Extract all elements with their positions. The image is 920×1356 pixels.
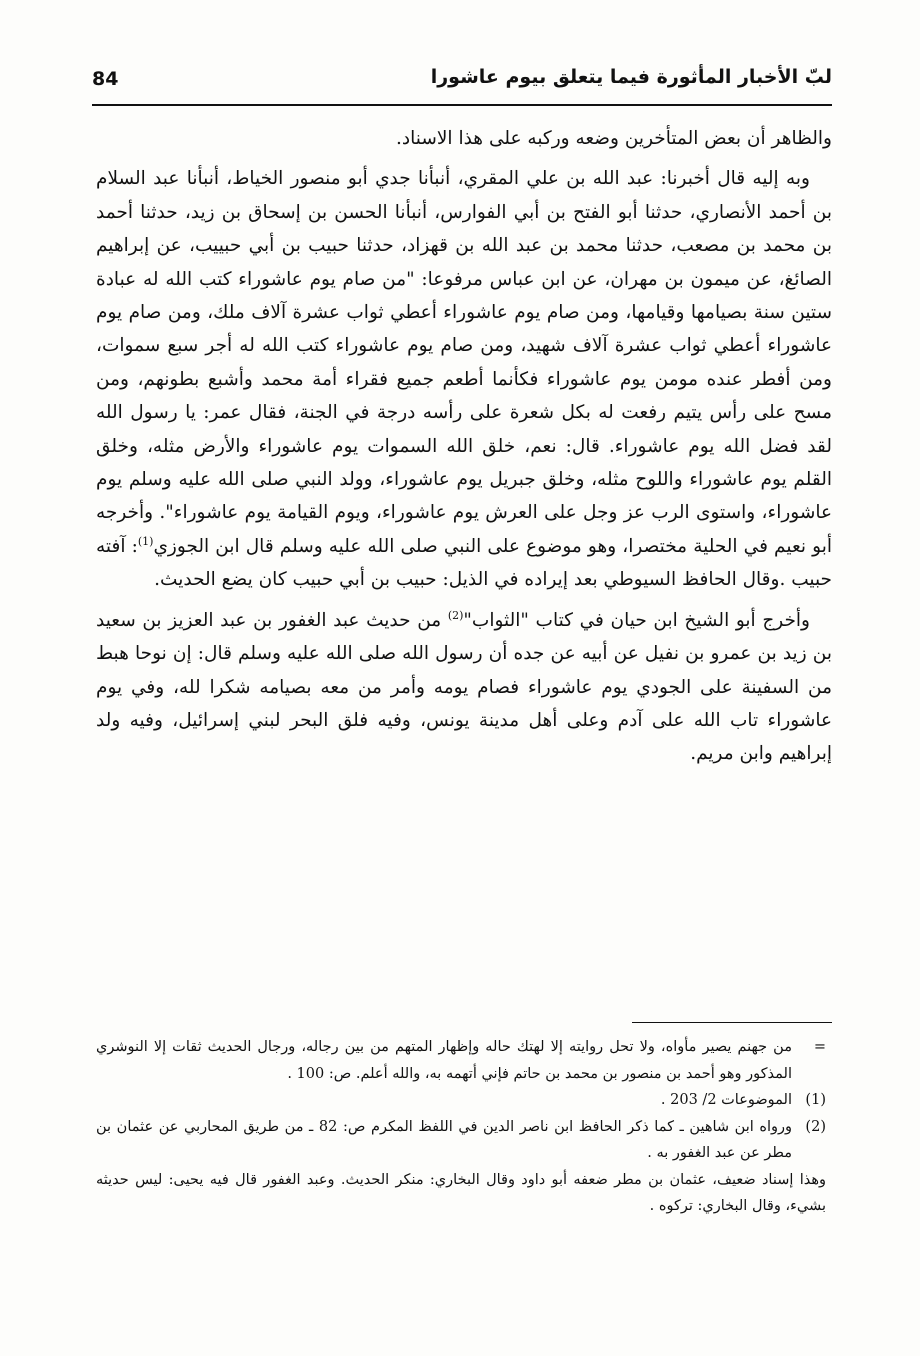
paragraph-3-tail: من حديث عبد الغفور بن عبد العزيز بن سعيد بن زيد بن عمرو بن نفيل عن أبيه عن جده أن رسول الله صلى الله عليه وسلم قال: إن نوحا هبط من السفينة على الجودي يوم عاشوراء فصام يومه وأمر من معه بصيامه شكرا لله، وفي يوم عاشوراء تاب الله على آدم وعلى أهل مدينة يونس، وفيه فلق البحر لبني إسرائيل، وفيه ولد إبراهيم وابن مريم. <box>96 609 832 765</box>
footnote-1 <box>96 1087 826 1114</box>
paragraph-2-tail: : آفته حبيب .وقال الحافظ السيوطي بعد إيراده في الذيل: حبيب بن أبي حبيب كان يضع الحديث. <box>96 535 832 591</box>
footnote-1-text: الموضوعات 2/ 203 . <box>660 1092 792 1108</box>
footnote-2-text: ورواه ابن شاهين ـ كما ذكر الحافظ ابن ناصر الدين في اللفظ المكرم ص: 82 ـ من طريق المحاربي عن عثمان بن مطر عن عبد الغفور به . <box>96 1118 792 1161</box>
page-header <box>92 58 832 106</box>
running-title: لبّ الأخبار المأثورة فيما يتعلق بيوم عاشورا <box>430 66 832 88</box>
paragraph-2-text: وبه إليه قال أخبرنا: عبد الله بن علي المقري، أنبأنا جدي أبو منصور الخياط، أنبأنا عبد السلام بن أحمد الأنصاري، حدثنا أبو الفتح بن أبي الفوارس، أنبأنا الحسن بن إسحاق بن زيد، حدثنا أحمد بن محمد بن مصعب، حدثنا محمد بن عبد الله بن قهزاد، حدثنا حبيب بن أبي حبييب، عن إبراهيم الصائغ، عن ميمون بن مهران، عن ابن عباس مرفوعا: "من صام يوم عاشوراء كتب الله له عبادة ستين سنة بصيامها وقيامها، ومن صام يوم عاشوراء أعطي ثواب عشرة آلاف ملك، ومن صام يوم عاشوراء أعطي ثواب عشرة آلاف شهيد، ومن صام يوم عاشوراء كتب الله له أجر سبع سموات، ومن أفطر عنده مومن يوم عاشوراء فكأنما أطعم جميع فقراء أمة محمد وأشبع بطونهم، ومن مسح على رأس يتيم رفعت له بكل شعرة على رأسه درجة في الجنة، فقال عمر: يا رسول الله لقد فضل الله يوم عاشوراء. قال: نعم، خلق الله السموات يوم عاشوراء والأرض مثله، وخلق القلم يوم عاشوراء واللوح مثله، وخلق جبريل يوم عاشوراء، وولد النبي صلى الله عليه وسلم يوم عاشوراء، واستوى الرب عز وجل على العرش يوم عاشوراء، ويوم القيامة يوم عاشوراء". وأخرجه أبو نعيم في الحلية مختصرا، وهو موضوع على النبي صلى الله عليه وسلم قال ابن الجوزي <box>96 168 832 557</box>
footnote-ref-1[interactable]: (1) <box>137 534 154 548</box>
footnote-separator <box>632 1022 832 1023</box>
paragraph-1: والظاهر أن بعض المتأخرين وضعه وركبه على هذا الاسناد. <box>396 128 832 149</box>
footnote-2-continued <box>96 1167 826 1220</box>
paragraph-2 <box>96 162 832 596</box>
footnote-continuation-text: من جهنم يصير مأواه، ولا تحل روايته إلا لهتك حاله وإظهار المتهم من بين رجاله، ورجال الحديث ثقات إلا النوشري المذكور وهو أحمد بن منصور بن محمد بن حاتم فإني أتهمه به، والله أعلم. ص: 100 . <box>96 1039 792 1082</box>
footnote-2-more-text: وهذا إسناد ضعيف، عثمان بن مطر ضعفه أبو داود وقال البخاري: منكر الحديث. وعبد الغفور قال فيه يحيى: ليس حديثه بشيء، وقال البخاري: تركوه . <box>96 1171 826 1214</box>
main-text <box>96 122 832 771</box>
footnote-2 <box>96 1114 826 1167</box>
footnote-continuation <box>96 1034 826 1087</box>
paragraph-3 <box>96 604 832 771</box>
footnote-2-marker: (2) <box>805 1118 826 1135</box>
footnotes <box>96 1034 826 1220</box>
paragraph-3-head: وأخرج أبو الشيخ ابن حيان في كتاب "الثواب" <box>463 609 810 631</box>
footnote-ref-2[interactable]: (2) <box>447 608 464 622</box>
page-number: 84 <box>92 68 119 90</box>
footnote-continuation-marker: = <box>813 1039 826 1055</box>
footnote-1-marker: (1) <box>805 1092 826 1108</box>
